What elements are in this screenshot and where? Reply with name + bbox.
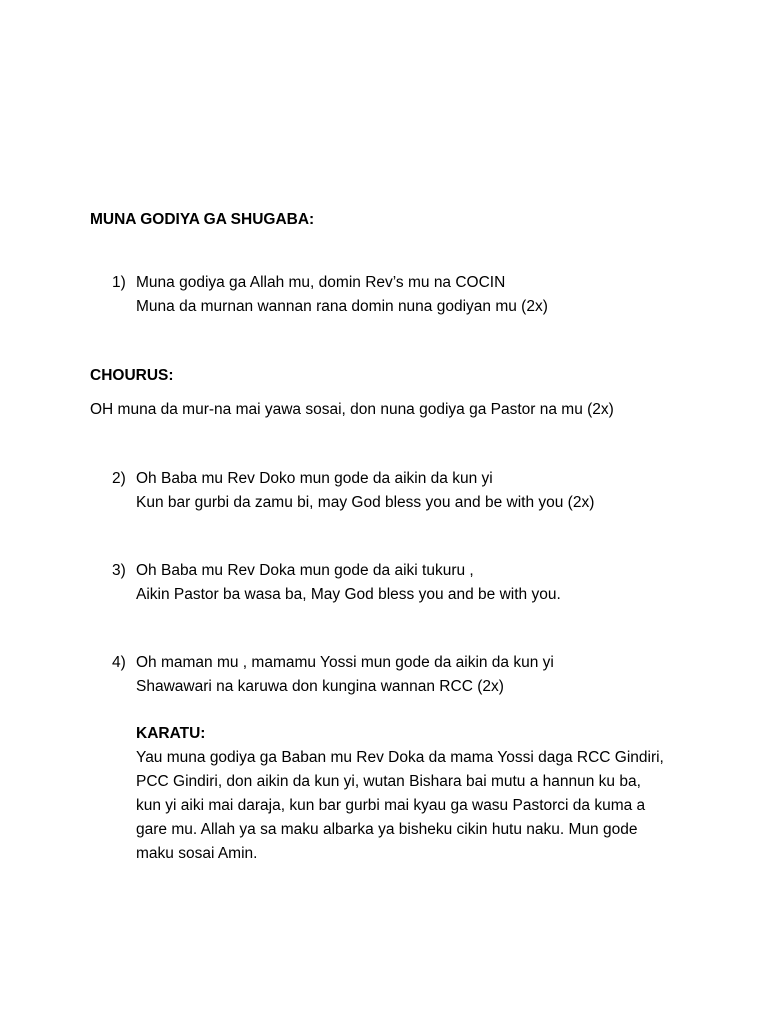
verse-3 xyxy=(112,559,732,607)
karatu-line: gare mu. Allah ya sa maku albarka ya bisheku cikin hutu naku. Mun gode xyxy=(136,821,638,838)
verse-number: 2) xyxy=(112,470,126,487)
verse-2 xyxy=(112,467,732,515)
karatu-line: kun yi aiki mai daraja, kun bar gurbi mai kyau ga wasu Pastorci da kuma a xyxy=(136,797,646,814)
verse-line: Muna da murnan wannan rana domin nuna godiyan mu (2x) xyxy=(136,298,548,315)
chorus-heading: CHOURUS: xyxy=(90,367,174,384)
document-title: MUNA GODIYA GA SHUGABA: xyxy=(90,211,315,228)
karatu-line: PCC Gindiri, don aikin da kun yi, wutan Bishara bai mutu a hannun ku ba, xyxy=(136,773,641,790)
verse-number: 3) xyxy=(112,562,126,579)
karatu-heading: KARATU: xyxy=(136,725,206,742)
verse-line: Oh maman mu , mamamu Yossi mun gode da aikin da kun yi xyxy=(136,654,554,671)
verse-line: Shawawari na karuwa don kungina wannan RCC (2x) xyxy=(136,678,504,695)
verse-number: 4) xyxy=(112,654,126,671)
verse-line: Aikin Pastor ba wasa ba, May God bless you and be with you. xyxy=(136,586,561,603)
chorus-text: OH muna da mur-na mai yawa sosai, don nuna godiya ga Pastor na mu (2x) xyxy=(90,401,614,418)
verse-line: Muna godiya ga Allah mu, domin Rev’s mu na COCIN xyxy=(136,274,506,291)
verse-1 xyxy=(112,271,732,319)
karatu-section xyxy=(136,722,696,866)
karatu-line: maku sosai Amin. xyxy=(136,845,258,862)
karatu-line: Yau muna godiya ga Baban mu Rev Doka da mama Yossi daga RCC Gindiri, xyxy=(136,749,664,766)
verse-line: Oh Baba mu Rev Doko mun gode da aikin da kun yi xyxy=(136,470,493,487)
verse-line: Oh Baba mu Rev Doka mun gode da aiki tukuru , xyxy=(136,562,474,579)
verse-line: Kun bar gurbi da zamu bi, may God bless you and be with you (2x) xyxy=(136,494,595,511)
verse-4 xyxy=(112,651,732,699)
verse-number: 1) xyxy=(112,274,126,291)
